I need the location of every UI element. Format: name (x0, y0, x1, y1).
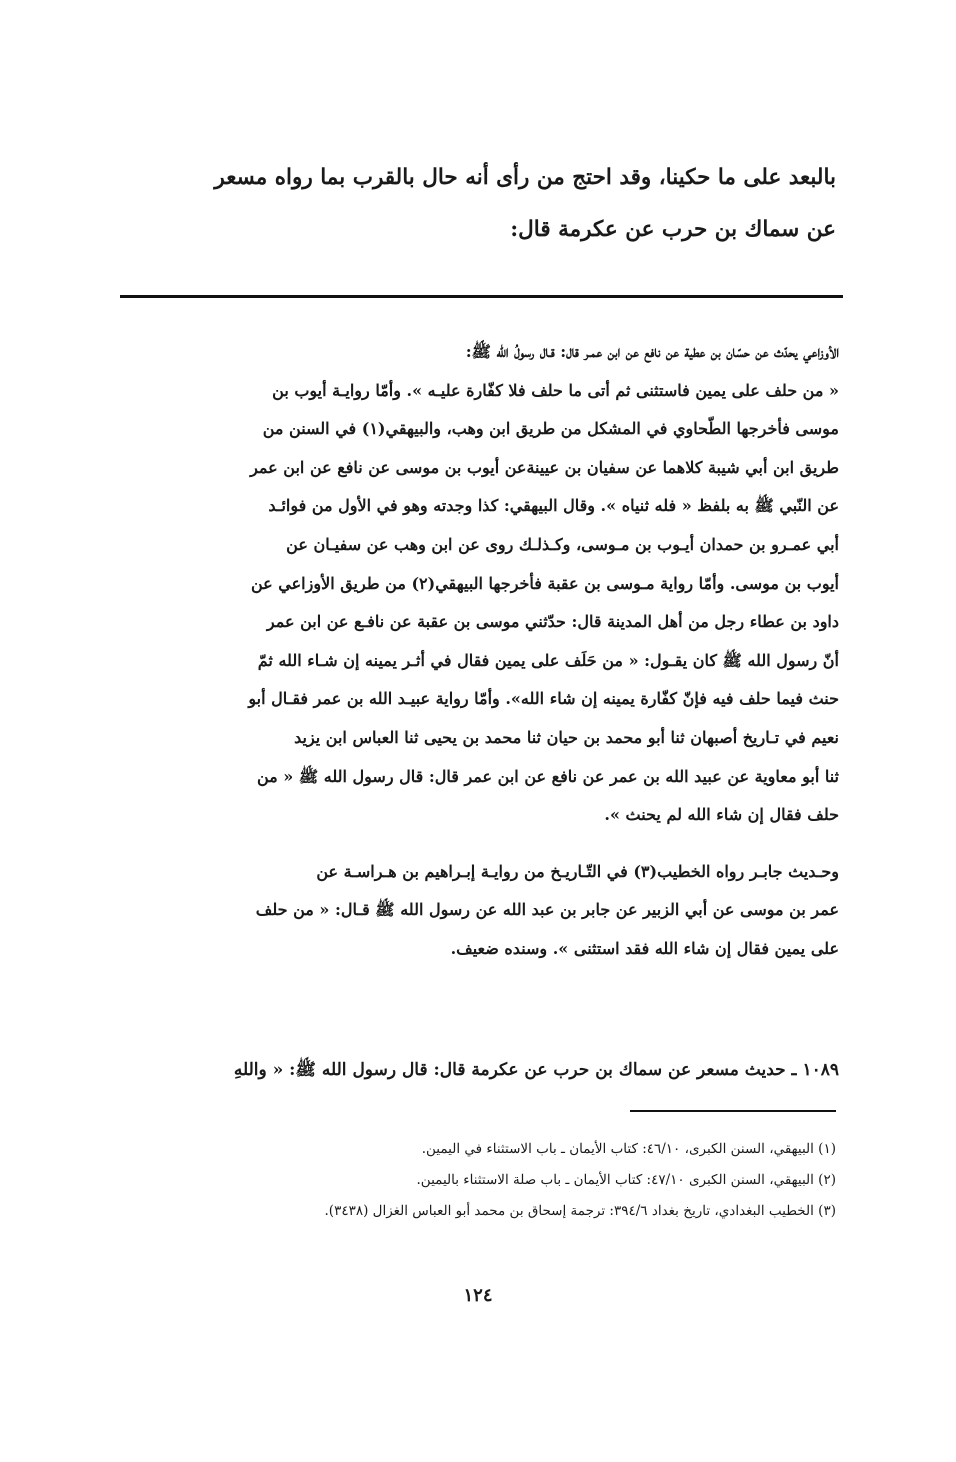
text-line: موسى فأخرجها الطّحاوي في المشكل من طريق ابن وهب، والبيهقي(١) في السنن من (262, 419, 839, 439)
main-text (120, 152, 836, 256)
footnote: (٣) الخطيب البغدادي، تاريخ بغداد ٣٩٤/٦: ترجمة إسحاق بن محمد أبو العباس الغزال (٣٤٣٨). (324, 1203, 836, 1219)
text-line: أبي عمـرو بن حمدان أيـوب بن مـوسى، وكـذلـك روى عن ابن وهب عن سفيـان عن (286, 534, 839, 554)
text-line: على يمين فقال إن شاء الله فقد استثنى ». وسنده ضعيف. (450, 938, 839, 958)
text-line: عمر بن موسى عن أبي الزبير عن جابر بن عبد الله عن رسول الله ﷺ قـال: « من حلف (255, 900, 839, 920)
section-divider (120, 295, 843, 298)
text-line: الأوزاعي يحدّث عن حسّان بن عطية عن نافع عن ابن عمـر قال: قـال رسولُ الله ﷺ: (465, 342, 839, 361)
page-number: ١٢٤ (463, 1285, 493, 1306)
text-line: أيوب بن موسى. وأمّا رواية مـوسى بن عقبة فأخرجها البيهقي(٢) من طريق الأوزاعي عن (250, 573, 839, 593)
text-line: داود بن عطاء رجل من أهل المدينة قال: حدّثني موسى بن عقبة عن نافـع عن ابن عمر (266, 612, 839, 632)
commentary-block (112, 333, 839, 969)
text-line: حلف فقال إن شاء الله لم يحنث ». (604, 805, 839, 825)
text-line: حنث فيما حلف فيه فإنّ كفّارة يمينه إن شاء الله». وأمّا رواية عبيـد الله بن عمر فقـال أبو (248, 689, 839, 709)
footnotes (120, 1134, 836, 1227)
text-line: وحـديث جابـر رواه الخطيب(٣) في التّـاريـخ من روايـة إبـراهيم بن هـراسـة عن (316, 861, 839, 881)
text-line: بالبعد على ما حكينا، وقد احتج من رأى أنه حال بالقرب بما رواه مسعر (214, 165, 836, 190)
text-line: عن سماك بن حرب عن عكرمة قال: (510, 217, 836, 242)
footnote: (٢) البيهقي، السنن الكبرى ٤٧/١٠: كتاب الأيمان ـ باب صلة الاستثناء باليمين. (416, 1172, 836, 1188)
text-line: ثنا أبو معاوية عن عبيد الله بن عمر عن نافع عن ابن عمر قال: قال رسول الله ﷺ « من (256, 766, 839, 786)
text-line: عن النّبي ﷺ به بلفظ « فله ثنياه ». وقال البيهقي: كذا وجدته وهو في الأول من فوائـد (268, 496, 839, 516)
text-line: طريق ابن أبي شيبة كلاهما عن سفيان بن عيينةعن أيوب بن موسى عن نافع عن ابن عمر (250, 457, 839, 477)
text-line: « من حلف على يمين فاستثنى ثم أتى ما حلف فلا كفّارة عليـه ». وأمّا روايـة أيوب بن (272, 380, 839, 400)
hadith-heading: ١٠٨٩ ـ حديث مسعر عن سماك بن حرب عن عكرمة قال: قال رسول الله ﷺ: « واللهِ (233, 1060, 839, 1080)
text-line: أنّ رسول الله ﷺ كان يقـول: « من حَلَف على يمين فقال في أثـر يمينه إن شـاء الله ثمّ (257, 650, 839, 670)
footnote-divider (630, 1110, 836, 1112)
footnote: (١) البيهقي، السنن الكبرى، ٤٦/١٠: كتاب الأيمان ـ باب الاستثناء في اليمين. (421, 1141, 836, 1157)
text-line: نعيم في تـاريخ أصبهان ثنا أبو محمد بن حيان ثنا محمد بن يحيى ثنا العباس ابن يزيد (294, 727, 839, 747)
